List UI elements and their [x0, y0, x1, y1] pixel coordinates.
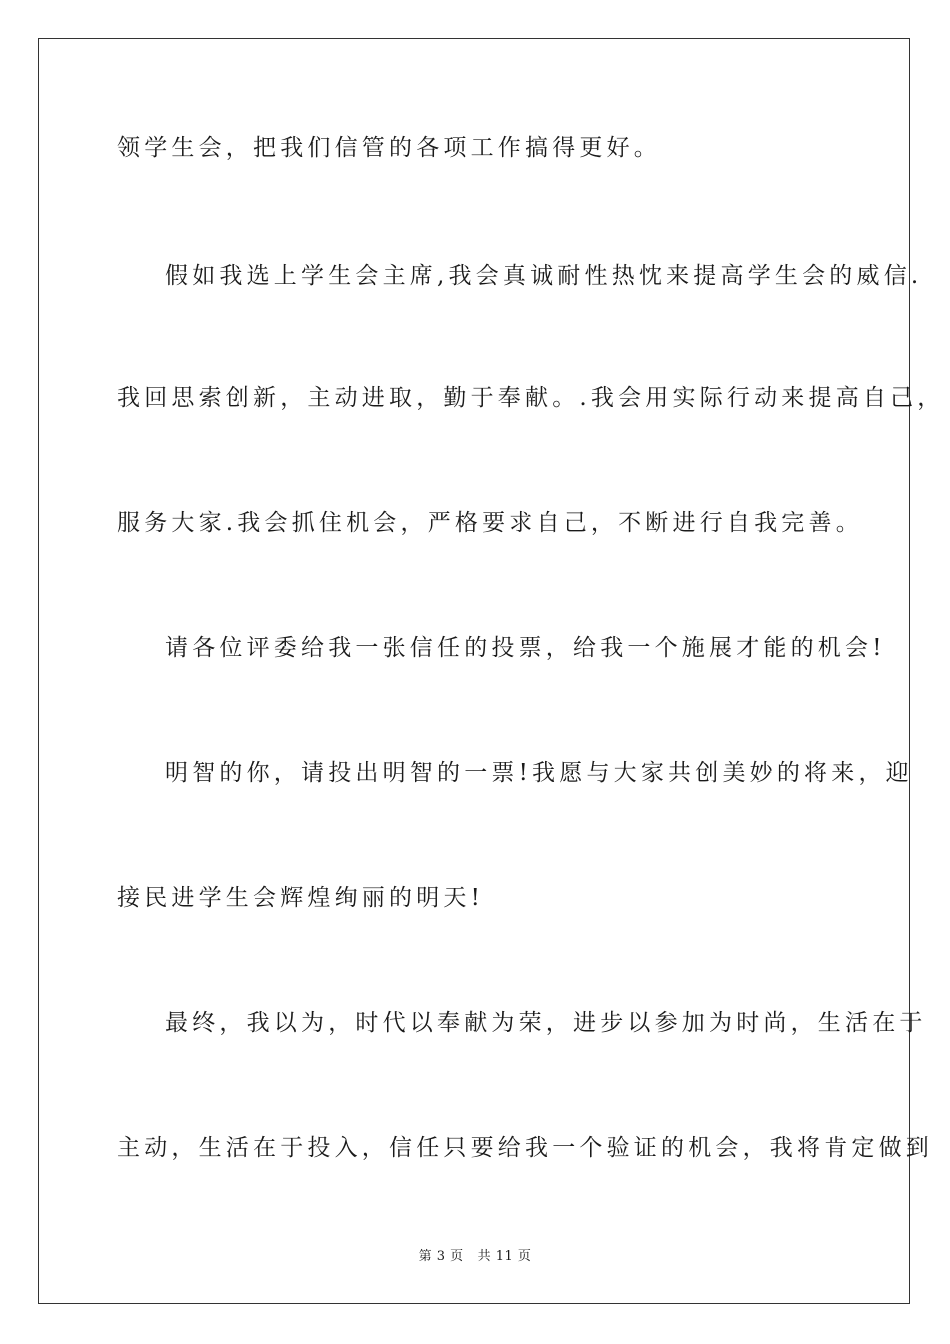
text-line: 领学生会，把我们信管的各项工作搞得更好。 — [117, 135, 661, 161]
text-line: 主动，生活在于投入，信任只要给我一个验证的机会，我将肯定做到 — [117, 1135, 933, 1161]
text-line: 服务大家.我会抓住机会，严格要求自己，不断进行自我完善。 — [117, 510, 863, 536]
text-line: 假如我选上学生会主席,我会真诚耐性热忱来提高学生会的威信. — [165, 263, 923, 289]
text-line: 最终，我以为，时代以奉献为荣，进步以参加为时尚，生活在于 — [165, 1010, 927, 1036]
page-total: 共 11 页 — [477, 1249, 532, 1264]
text-line: 我回思索创新，主动进取，勤于奉献。.我会用实际行动来提高自己， — [117, 385, 945, 411]
text-line: 接民进学生会辉煌绚丽的明天! — [117, 885, 485, 911]
page-footer — [0, 1245, 950, 1264]
page-border — [38, 38, 910, 1304]
text-line: 明智的你，请投出明智的一票!我愿与大家共创美妙的将来，迎 — [165, 760, 913, 786]
text-line: 请各位评委给我一张信任的投票，给我一个施展才能的机会! — [165, 635, 886, 661]
page-number: 第 3 页 — [418, 1249, 464, 1264]
